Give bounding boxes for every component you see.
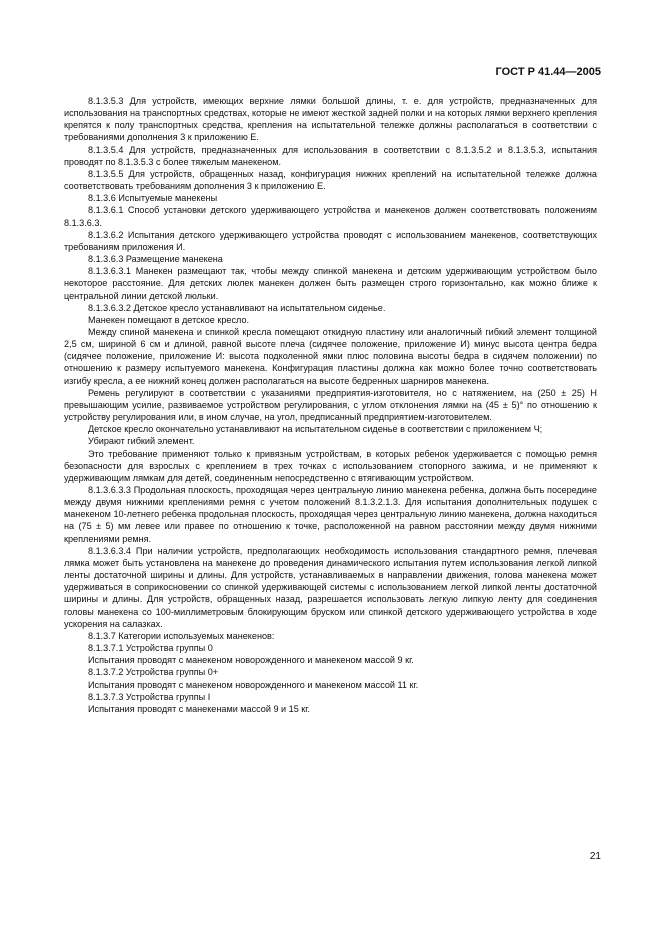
- paragraph: 8.1.3.6.3.2 Детское кресло устанавливают на испытательном сиденье.: [88, 302, 386, 313]
- paragraph: Детское кресло окончательно устанавливают на испытательном сиденье в соответствии с приложением Ч;: [88, 424, 543, 435]
- paragraph: Ремень регулируют в соответствии с указаниями предприятия-изготовителя, но с натяжением, на (250 ± 25) Н превышающим усилие, развиваемое устройством регулирования, с углом отклонения лямки на (45 ± 5)° по отношению к устройству регулирования или, в ином случае, на угол, предписанный предприятием-изготовителем.: [64, 387, 597, 423]
- paragraph: Испытания проводят с манекенами массой 9 и 15 кг.: [88, 703, 311, 714]
- paragraph: 8.1.3.5.3 Для устройств, имеющих верхние лямки большой длины, т. е. для устройств, предназначенных для использования на транспортных средствах, которые не имеют жесткой задней полки и на которых лямки верхнего крепления крепятся к полу транспортных средства, крепления на испытательной тележке должны располагаться в соответствии с требованиями дополнения 3 к приложению Е.: [64, 96, 597, 143]
- paragraph: 8.1.3.5.5 Для устройств, обращенных назад, конфигурация нижних креплений на испытательной тележке должна соответствовать требованиям дополнения 3 к приложению Е.: [64, 168, 597, 192]
- paragraph: Испытания проводят с манекеном новорожденного и манекеном массой 11 кг.: [88, 679, 419, 690]
- paragraph: 8.1.3.6.3.1 Манекен размещают так, чтобы между спинкой манекена и детским удерживающим устройством было некоторое расстояние. Для детских люлек манекен должен быть размещен строго горизонтально, как можно ближе к центральной линии детской люльки.: [64, 266, 597, 301]
- section-heading: 8.1.3.7.1 Устройства группы 0: [88, 643, 213, 654]
- paragraph: 8.1.3.6.3.4 При наличии устройств, предполагающих необходимость использования стандартного ремня, плечевая лямка может быть установлена на манекене до проведения динамического испытания путем использования легкой липкой ленты достаточной ширины и длины. Для устройств, устанавливаемых в направлении движения, голова манекена может удерживаться в соприкосновении со спинкой удерживающей системы с использованием легкой липкой ленты достаточной ширины и длины. Для устройств, обращенных назад, разрешается использовать легкую липкую ленту для соединения головы манекена со 100-миллиметровым блокирующим бруском или спинкой детского удерживающего устройства в ходе ускорения на салазках.: [64, 545, 597, 629]
- paragraph: 8.1.3.6.2 Испытания детского удерживающего устройства проводят с использованием манекенов, соответствующих требованиям приложения И.: [64, 229, 597, 252]
- paragraph: 8.1.3.6.3.3 Продольная плоскость, проходящая через центральную линию манекена ребенка, должна быть посередине между двумя нижними креплениями ремня с учетом положений 8.1.3.2.1.3. Для испытания дополнительных подушек с манекеном 10-летнего ребенка продольная плоскость, проходящая через центральную линию манекена, должна находиться на (75 ± 5) мм левее или правее по отношению к точке, расположенной на равном расстоянии между двумя нижними креплениями ремня.: [64, 485, 597, 544]
- page-number: 21: [589, 851, 601, 862]
- paragraph: 8.1.3.6.1 Способ установки детского удерживающего устройства и манекенов должен соответствовать положениям 8.1.3.6.3.: [64, 205, 597, 228]
- section-heading: 8.1.3.6.3 Размещение манекена: [88, 254, 223, 265]
- paragraph: Это требование применяют только к привязным устройствам, в которых ребенок удерживается с помощью ремня безопасности для взрослых с креплением в трех точках с использованием стопорного зажима, и не применяют к удерживающим лямкам для детей, соединенным непосредственно с втягивающим устройством.: [64, 448, 597, 483]
- section-heading: 8.1.3.7.2 Устройства группы 0+: [88, 667, 219, 678]
- paragraph: Манекен помещают в детское кресло.: [88, 314, 250, 325]
- section-heading: 8.1.3.7 Категории используемых манекенов:: [88, 630, 275, 641]
- document-body: [64, 95, 597, 715]
- section-heading: 8.1.3.7.3 Устройства группы I: [88, 691, 211, 702]
- standard-header: ГОСТ Р 41.44—2005: [495, 66, 601, 78]
- paragraph: Испытания проводят с манекеном новорожденного и манекеном массой 9 кг.: [88, 655, 414, 666]
- paragraph: 8.1.3.5.4 Для устройств, предназначенных для использования в соответствии с 8.1.3.5.2 и 8.1.3.5.3, испытания проводят по 8.1.3.5.3 с более тяжелым манекеном.: [64, 144, 597, 167]
- paragraph: Убирают гибкий элемент.: [88, 436, 195, 447]
- paragraph: Между спиной манекена и спинкой кресла помещают откидную пластину или аналогичный гибкий элемент толщиной 2,5 см, шириной 6 см и длиной, равной высоте плеча (сидячее положение, приложение И) минус высота центра бедра (сидячее положение, приложение И: высота подколенной ямки плюс половина высоты бедра в сидячем положении) по отношению к размеру испытуемого манекена. Конфигурация пластины должна как можно более точно соответствовать изгибу кресла, а ее нижний конец должен располагаться на высоте бедренных шарниров манекена.: [64, 326, 597, 386]
- section-heading: 8.1.3.6 Испытуемые манекены: [88, 193, 218, 204]
